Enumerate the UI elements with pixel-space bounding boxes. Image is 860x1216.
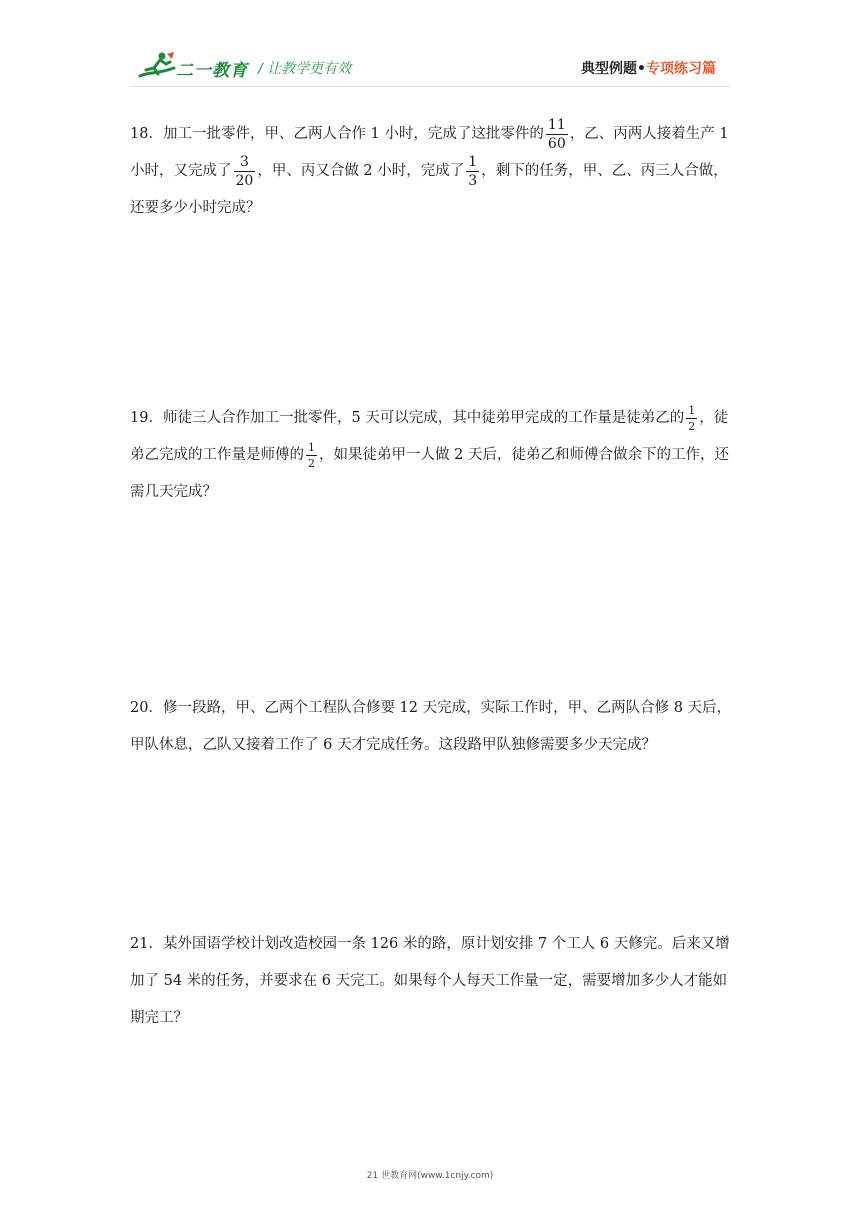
fraction-denominator: 3 bbox=[468, 172, 478, 189]
question-text-part: ，徒弟乙完成的工作量是师傅的 bbox=[130, 410, 729, 463]
running-person-logo-icon bbox=[136, 50, 178, 82]
fraction-numerator: 1 bbox=[468, 153, 478, 170]
question-18-text bbox=[130, 116, 732, 227]
fraction bbox=[306, 442, 317, 469]
fraction-numerator: 1 bbox=[688, 403, 696, 417]
fraction-numerator: 1 bbox=[308, 440, 315, 454]
fraction bbox=[466, 155, 479, 188]
fraction bbox=[546, 118, 568, 151]
question-text-part: ，甲、丙又合做 2 小时，完成了 bbox=[257, 163, 465, 179]
question-18 bbox=[130, 116, 732, 227]
question-21 bbox=[130, 926, 732, 1037]
fraction bbox=[234, 155, 256, 188]
question-20-text: 20．修一段路，甲、乙两个工程队合修要 12 天完成，实际工作时，甲、乙两队合修 8 天后，甲队休息，乙队又接着工作了 6 天才完成任务。这段路甲队独修需要多少天完成？ bbox=[130, 700, 732, 753]
question-text-part: 18．加工一批零件，甲、乙两人合作 1 小时，完成了这批零件的 bbox=[130, 126, 544, 142]
question-21-text: 21．某外国语学校计划改造校园一条 126 米的路，原计划安排 7 个工人 6 天修完。后来又增加了 54 米的任务，并要求在 6 天完工。如果每个人每天工作量一定，需要增加多少人才能如期完工？ bbox=[130, 936, 730, 1026]
fraction-denominator: 60 bbox=[547, 135, 566, 152]
page-footer: 21 世教育网(www.1cnjy.com) bbox=[366, 1171, 494, 1181]
question-19 bbox=[130, 400, 732, 511]
brand-name: 二一教育 bbox=[176, 61, 248, 81]
section-label-main: 典型例题 bbox=[581, 61, 638, 77]
question-text-part: ，剩下的任务，甲、乙、丙三人合做，还要多少小时完成？ bbox=[130, 163, 728, 216]
fraction-denominator: 2 bbox=[688, 419, 696, 433]
fraction-denominator: 20 bbox=[235, 172, 254, 189]
question-20 bbox=[130, 690, 732, 764]
brand-slogan: / 让教学更有效 bbox=[258, 61, 352, 77]
section-label-dot: • bbox=[637, 61, 646, 77]
page-header bbox=[0, 0, 860, 90]
question-text-part: ，如果徒弟甲一人做 2 天后，徒弟乙和师傅合做余下的工作，还需几天完成？ bbox=[130, 447, 729, 500]
fraction bbox=[686, 405, 697, 432]
fraction-numerator: 3 bbox=[239, 153, 249, 170]
fraction-numerator: 11 bbox=[547, 116, 566, 133]
question-19-text bbox=[130, 400, 732, 511]
header-divider bbox=[130, 86, 730, 87]
question-text-part: 19．师徒三人合作加工一批零件，5 天可以完成，其中徒弟甲完成的工作量是徒弟乙的 bbox=[130, 410, 685, 426]
fraction-denominator: 2 bbox=[308, 456, 315, 470]
section-label-sub: 专项练习篇 bbox=[646, 61, 716, 77]
section-label bbox=[581, 58, 716, 78]
question-text-part: ，乙、丙两人接着生产 1 小时，又完成了 bbox=[130, 126, 729, 179]
